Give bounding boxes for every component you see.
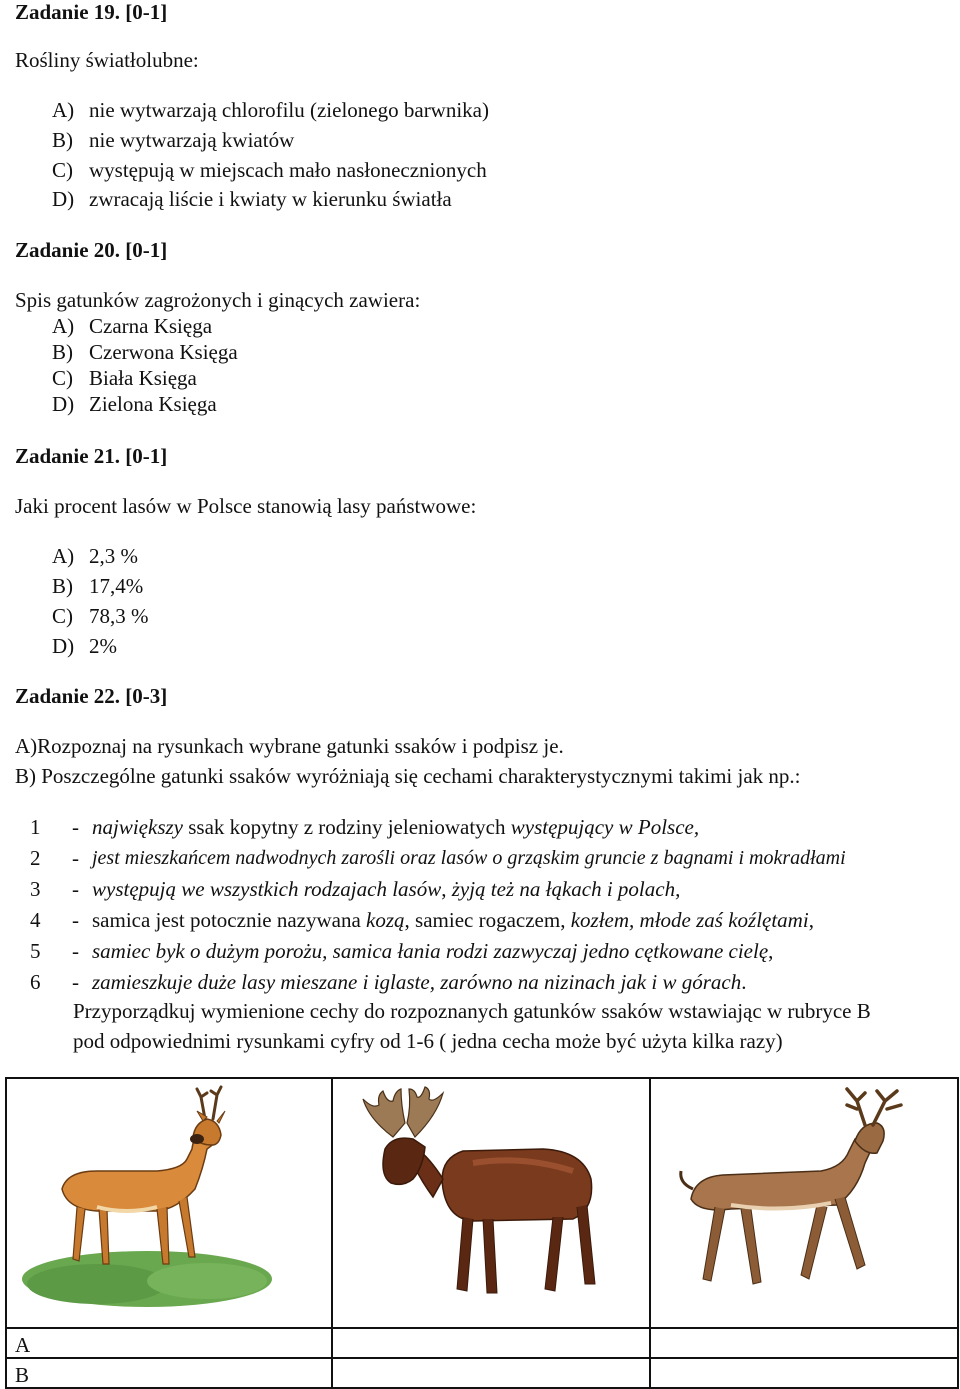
task-21-header: Zadanie 21. [0-1] [15,444,168,468]
option-text: Biała Księga [89,366,197,390]
option-text: Czerwona Księga [89,340,238,364]
trait-text [92,879,680,900]
trait-dash: - [72,970,79,994]
trait-text-plain: samica jest potocznie nazywana [92,908,367,932]
trait-text-italic: kozą [366,908,405,932]
option-text: Czarna Księga [89,314,213,338]
option-letter: C) [52,604,73,628]
option-letter: C) [52,366,73,390]
row-b [6,1358,958,1388]
trait-text-italic: żyją też na łąkach i polach, [451,877,681,901]
row-a-cell-1[interactable] [6,1328,332,1358]
trait-number: 6 [30,970,41,994]
moose-illustration [333,1079,649,1327]
trait-text-plain: , [768,939,774,963]
option-letter: A) [52,314,75,338]
option-letter: A) [52,98,75,122]
trait-text [92,848,846,868]
option-letter: B) [52,574,73,598]
task-20-question: Spis gatunków zagrożonych i ginących zawiera: [15,288,421,312]
row-a-label: A [15,1333,31,1357]
trait-text-plain: ssak kopytny z rodziny jeleniowatych [182,815,511,839]
trait-dash: - [72,939,79,963]
trait-text-plain: . [741,970,747,994]
option-text: nie wytwarzają chlorofilu (zielonego barwnika) [89,98,489,122]
roe-deer-illustration [7,1079,331,1327]
image-cell-moose [332,1078,650,1328]
row-b-cell-3[interactable] [650,1358,958,1388]
instruction-line-2: pod odpowiednimi rysunkami cyfry od 1-6 ( jedna cecha może być użyta kilka razy) [73,1029,783,1053]
trait-text [92,910,814,931]
trait-text-plain: , [441,877,452,901]
trait-text-plain: , [808,908,814,932]
trait-dash: - [72,846,79,870]
trait-number: 2 [30,846,41,870]
option-text: 17,4% [89,574,144,598]
row-a [6,1328,958,1358]
trait-text [92,817,699,838]
option-letter: B) [52,340,73,364]
option-letter: D) [52,634,75,658]
trait-text-italic: występują we wszystkich rodzajach lasów [92,877,442,901]
trait-text-italic: kozłem, młode zaś koźlętami [570,908,809,932]
image-row [6,1078,958,1328]
trait-text-italic: samiec byk o dużym porożu, samica łania rodzi zazwyczaj jedno cętkowane cielę [92,939,769,963]
option-text: Zielona Księga [89,392,217,416]
trait-text [92,941,773,962]
task-20-header: Zadanie 20. [0-1] [15,238,168,262]
trait-number: 1 [30,815,41,839]
option-text: 2,3 % [89,544,138,568]
task-21-question: Jaki procent lasów w Polsce stanowią lasy państwowe: [15,494,477,518]
option-letter: C) [52,158,73,182]
option-letter: D) [52,392,75,416]
trait-text-italic: największy [92,815,183,839]
row-b-cell-2[interactable] [332,1358,650,1388]
option-text: 78,3 % [89,604,149,628]
task-22-header: Zadanie 22. [0-3] [15,684,168,708]
trait-number: 4 [30,908,41,932]
option-text: występują w miejscach mało nasłonecznionych [89,158,487,182]
row-a-cell-2[interactable] [332,1328,650,1358]
option-letter: D) [52,187,75,211]
task-19-header: Zadanie 19. [0-1] [15,0,168,24]
option-letter: A) [52,544,75,568]
trait-text-italic: jest mieszkańcem nadwodnych zarośli oraz lasów o grząskim gruncie z bagnami i mokradłami [92,847,846,869]
option-text: zwracają liście i kwiaty w kierunku światła [89,187,452,211]
trait-number: 3 [30,877,41,901]
red-deer-illustration [651,1079,957,1327]
image-cell-roe-deer [6,1078,332,1328]
image-cell-red-deer [650,1078,958,1328]
row-b-label: B [15,1363,30,1387]
row-a-cell-3[interactable] [650,1328,958,1358]
row-b-cell-1[interactable] [6,1358,332,1388]
task-22-line-a: A)Rozpoznaj na rysunkach wybrane gatunki ssaków i podpisz je. [15,734,564,758]
instruction-line-1: Przyporządkuj wymienione cechy do rozpoznanych gatunków ssaków wstawiając w rubryce B [73,999,871,1023]
trait-text-italic: zamieszkuje duże lasy mieszane i iglaste, zarówno na nizinach jak i w górach [92,970,742,994]
trait-text-italic: występujący w Polsce, [510,815,700,839]
option-text: 2% [89,634,117,658]
trait-dash: - [72,908,79,932]
option-text: nie wytwarzają kwiatów [89,128,295,152]
option-letter: B) [52,128,73,152]
trait-number: 5 [30,939,41,963]
trait-text-plain: , samiec rogaczem, [404,908,571,932]
task-22-line-b: B) Poszczególne gatunki ssaków wyróżniają się cechami charakterystycznymi takimi jak np.: [15,764,801,788]
animal-table [5,1077,959,1389]
trait-text [92,972,746,993]
trait-dash: - [72,815,79,839]
trait-dash: - [72,877,79,901]
task-19-question: Rośliny światłolubne: [15,48,199,72]
